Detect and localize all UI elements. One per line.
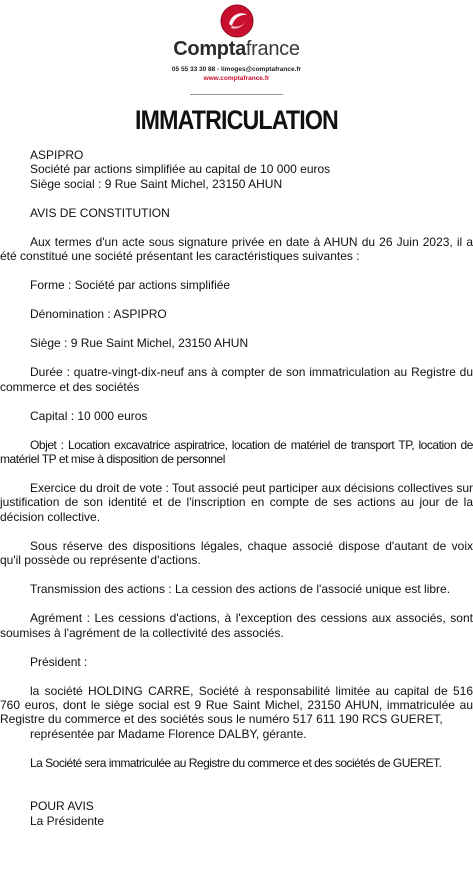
brand-name-light: france xyxy=(245,38,300,60)
paragraph-agrement: Agrément : Les cessions d'actions, à l'exception des cessions aux associés, sont soumises à l'agrément de la collectivité des associés. xyxy=(0,611,473,640)
comptafrance-logo-icon xyxy=(220,4,254,38)
paragraph-vote: Exercice du droit de vote : Tout associé peut participer aux décisions collectives sur justification de son identité et de l'inscription en compte de ses actions au jour de la décision collective. xyxy=(0,481,473,524)
contact-line: 05 55 33 30 88 - limoges@comptafrance.fr xyxy=(171,66,302,73)
brand-name xyxy=(0,38,473,60)
company-name: ASPIPRO xyxy=(30,148,84,162)
paragraph-transmission: Transmission des actions : La cession des actions de l'associé unique est libre. xyxy=(30,582,451,597)
paragraph-represented: représentée par Madame Florence DALBY, gérante. xyxy=(30,726,307,741)
paragraph-siege: Siège : 9 Rue Saint Michel, 23150 AHUN xyxy=(30,336,249,351)
paragraph-voix: Sous réserve des dispositions légales, chaque associé dispose d'autant de voix qu'il possède ou représente d'actions. xyxy=(0,538,473,568)
company-seat: Siège social : 9 Rue Saint Michel, 23150 AHUN xyxy=(30,176,283,191)
header-divider xyxy=(190,94,283,95)
paragraph-registration: La Société sera immatriculée au Registre du commerce et des sociétés de GUERET. xyxy=(30,755,442,770)
president-label: Président : xyxy=(30,654,88,669)
paragraph-duree: Durée : quatre-vingt-dix-neuf ans à compter de son immatriculation au Registre du commerce et des sociétés xyxy=(0,365,473,394)
notice-heading: AVIS DE CONSTITUTION xyxy=(30,205,170,220)
paragraph-capital: Capital : 10 000 euros xyxy=(30,408,148,423)
paragraph-denomination: Dénomination : ASPIPRO xyxy=(30,307,167,322)
paragraph-forme: Forme : Société par actions simplifiée xyxy=(30,278,231,293)
brand-name-bold: Compta xyxy=(173,38,246,60)
paragraph-president: la société HOLDING CARRE, Société à responsabilité limitée au capital de 516 760 euros, dont le siège social est 9 Rue Saint Michel, 23150 AHUN, immatriculée au Registre du commerce et des sociétés sous le numéro 517 611 190 RCS GUERET, xyxy=(0,683,473,727)
signature-signer: La Présidente xyxy=(30,813,105,828)
page-title: IMMATRICULATION xyxy=(135,105,338,135)
company-form-capital: Société par actions simplifiée au capital de 10 000 euros xyxy=(30,162,331,177)
paragraph-intro: Aux termes d'un acte sous signature privée en date à AHUN du 26 Juin 2023, il a été constitué une société présentant les caractéristiques suivantes : xyxy=(0,234,473,264)
notice-body xyxy=(0,148,473,828)
website-link[interactable]: www.comptafrance.fr xyxy=(203,75,270,82)
signature-pour-avis: POUR AVIS xyxy=(30,799,94,814)
paragraph-objet: Objet : Location excavatrice aspiratrice, location de matériel de transport TP, location de matériel TP et mise à disposition de personnel xyxy=(0,437,473,467)
